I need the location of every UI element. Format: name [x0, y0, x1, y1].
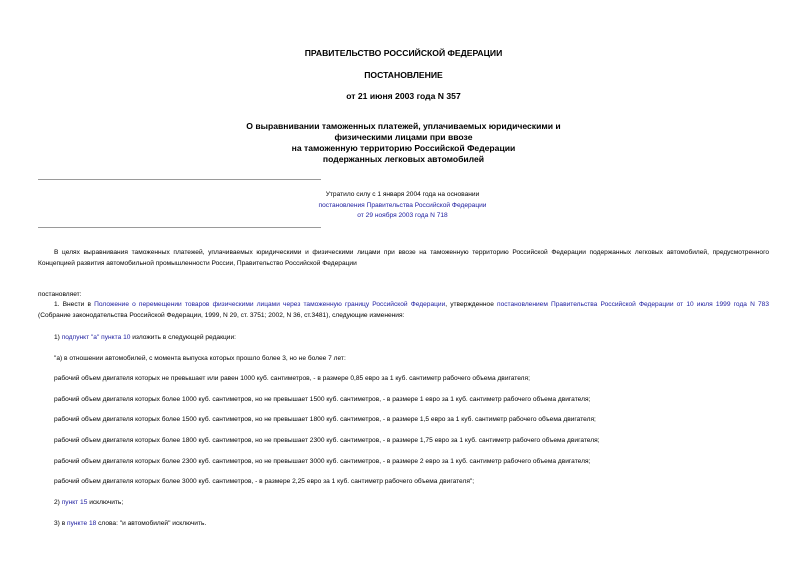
point-10-link[interactable]: пункта 10	[101, 334, 131, 341]
item-3	[54, 519, 769, 529]
date-number-heading: от 21 июня 2003 года N 357	[346, 91, 461, 101]
postanovlyaet-label: постановляет:	[38, 291, 82, 298]
rate-line: рабочий объем двигателя которых более 1000 куб. сантиметров, но не превышает 1500 куб. сантиметров, - в размере 1 евро за 1 куб. сантиметр рабочего объема двигателя;	[54, 396, 591, 403]
doc-type-heading: ПОСТАНОВЛЕНИЕ	[364, 70, 443, 80]
item-2-prefix: 2)	[54, 499, 62, 506]
rate-line: рабочий объем двигателя которых не превышает или равен 1000 куб. сантиметров, - в размере 0,85 евро за 1 куб. сантиметр рабочего объема двигателя;	[54, 375, 530, 382]
government-heading: ПРАВИТЕЛЬСТВО РОССИЙСКОЙ ФЕДЕРАЦИИ	[304, 48, 503, 58]
title-line: на таможенную территорию Российской Федерации	[291, 143, 516, 153]
preamble-paragraph: В целях выравнивания таможенных платежей, уплачиваемых юридическими и физическими лицами при ввозе на таможенную территорию Российской Федерации подержанных легковых автомобилей, предусмотренного Концепцией развития автомобильной промышленности России, Правительство Российской Федерации	[38, 249, 769, 267]
regulation-link[interactable]: Положение о перемещении товаров физическими лицами через таможенную границу Российской Федерации	[94, 301, 446, 308]
rate-line: рабочий объем двигателя которых более 2300 куб. сантиметров, но не превышает 3000 куб. сантиметров, - в размере 2 евро за 1 куб. сантиметр рабочего объема двигателя;	[54, 458, 591, 465]
subpoint-a-line: "а) в отношении автомобилей, с момента выпуска которых прошло более 3, но не более 7 лет:	[54, 355, 346, 362]
status-note	[200, 190, 605, 222]
title-line: О выравнивании таможенных платежей, уплачиваемых юридическими и	[246, 121, 561, 131]
item-2	[54, 498, 769, 508]
rate-line: рабочий объем двигателя которых более 1500 куб. сантиметров, но не превышает 1800 куб. сантиметров, - в размере 1,5 евро за 1 куб. сантиметр рабочего объема двигателя;	[54, 416, 596, 423]
bottom-divider	[38, 227, 321, 228]
rate-line: рабочий объем двигателя которых более 3000 куб. сантиметров, - в размере 2,25 евро за 1 куб. сантиметр рабочего объема двигателя";	[54, 478, 475, 485]
point-18-link[interactable]: пункте 18	[67, 520, 97, 527]
subpoint-a-link[interactable]: подпункт "а"	[61, 334, 100, 341]
item-3-prefix: 3) в	[54, 520, 68, 527]
decree-783-link[interactable]: постановлением Правительства Российской Федерации от 10 июля 1999 года N 783	[497, 301, 769, 308]
item-3-suffix: слова: "и автомобилей" исключить.	[96, 520, 207, 527]
item-1	[54, 333, 769, 343]
title-line: подержанных легковых автомобилей	[322, 154, 485, 164]
p1-suffix: (Собрание законодательства Российской Федерации, 1999, N 29, ст. 3751; 2002, N 36, ст.3481), следующие изменения:	[38, 311, 405, 319]
document-title	[0, 121, 807, 165]
rate-line: рабочий объем двигателя которых более 1800 куб. сантиметров, но не превышает 2300 куб. сантиметров, - в размере 1,75 евро за 1 куб. сантиметр рабочего объема двигателя;	[54, 437, 600, 444]
p1-prefix: 1. Внести в	[54, 301, 95, 308]
repeal-decree-date-link[interactable]: от 29 ноября 2003 года N 718	[357, 212, 448, 219]
point-15-link[interactable]: пункт 15	[61, 499, 88, 506]
paragraph-1	[38, 300, 769, 321]
item-1-prefix: 1)	[54, 334, 62, 341]
repeal-decree-link[interactable]: постановления Правительства Российской Федерации	[318, 201, 487, 209]
item-2-suffix: исключить;	[87, 499, 124, 506]
p1-mid: , утвержденное	[445, 301, 498, 308]
title-line: физическими лицами при ввозе	[334, 132, 473, 142]
item-1-suffix: изложить в следующей редакции:	[130, 334, 236, 341]
status-note-text: Утратило силу с 1 января 2004 года на основании	[325, 191, 480, 198]
top-divider	[38, 179, 321, 180]
